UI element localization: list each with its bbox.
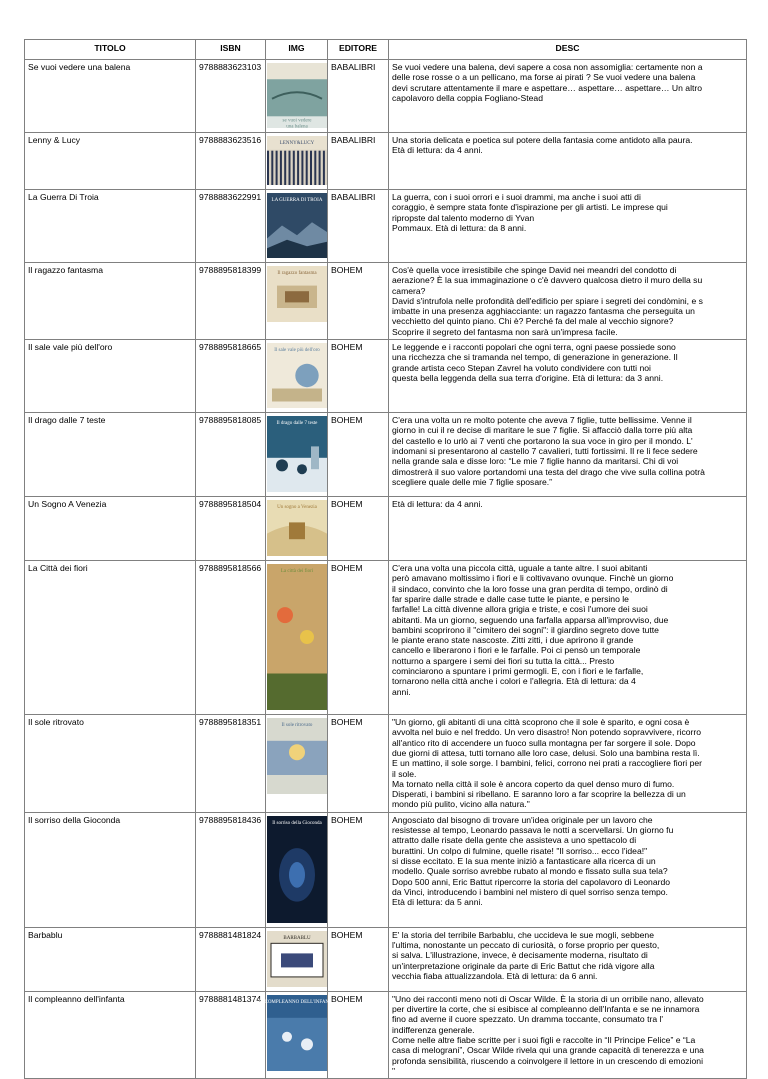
- cell-desc-text: Età di lettura: da 4 anni.: [392, 499, 483, 510]
- cell-titolo: [25, 561, 196, 715]
- book-cover-image: [269, 63, 324, 128]
- cell-titolo: [25, 812, 196, 927]
- cell-img: [266, 497, 328, 561]
- book-cover-image: [269, 266, 324, 322]
- book-cover-image: [269, 343, 324, 408]
- cell-isbn-text: 9788895818566: [199, 563, 262, 574]
- cell-editore-text: BOHEM: [331, 342, 363, 353]
- cell-titolo-text: Un Sogno A Venezia: [28, 499, 107, 510]
- cell-img: [266, 60, 328, 133]
- svg-text:Il sole ritrovato: Il sole ritrovato: [281, 723, 313, 729]
- cell-titolo: [25, 263, 196, 340]
- svg-text:se vuoi vedere: se vuoi vedere: [282, 118, 312, 124]
- cell-titolo-text: Se vuoi vedere una balena: [28, 62, 131, 72]
- cell-desc: [389, 60, 747, 133]
- cell-desc: [389, 715, 747, 813]
- cell-editore-text: BOHEM: [331, 563, 363, 574]
- cell-isbn: [196, 60, 266, 133]
- cell-isbn: [196, 413, 266, 497]
- cell-img: [266, 561, 328, 715]
- table-row: [25, 991, 747, 1078]
- cell-isbn-text: 9788895818351: [199, 717, 262, 728]
- cell-editore: [328, 133, 389, 190]
- svg-text:Il sorriso della Gioconda: Il sorriso della Gioconda: [272, 820, 322, 826]
- cell-titolo-text: Il drago dalle 7 teste: [28, 415, 106, 426]
- cell-titolo-text: Il compleanno dell'infanta: [28, 993, 125, 1004]
- cell-editore: [328, 812, 389, 927]
- table-row: [25, 133, 747, 190]
- cell-isbn: [196, 133, 266, 190]
- cell-desc-text: Una storia delicata e poetica sul potere della fantasia come antidoto alla paura. Età di lettura: da 4 anni.: [392, 135, 693, 156]
- header-row: [25, 40, 747, 60]
- book-cover-image: [269, 500, 324, 556]
- table-row: [25, 715, 747, 813]
- svg-text:LA GUERRA DI TROIA: LA GUERRA DI TROIA: [271, 198, 323, 203]
- cell-desc-text: "Un giorno, gli abitanti di una città scoprono che il sole è sparito, e ogni cosa è avvolta nel buio e nel freddo. Un vero disastro! Non potendo sopravvivere, ricorro all'antico rito di accendere un fuoco sulla montagna per far sorgere il sole. Dopo due giorni di attesa, tutti tornano alle loro case, delusi. Solo una bambina resta lì. E un mattino, il sole sorge. I bambini, felici, corrono nei prati a raccogliere fiori per il sole. Ma tornato nella città il sole è ancora coperto da quel denso muro di fumo. Disperati, i bambini si ribellano. E saranno loro a far scoprire la bellezza di un mondo più pulito, vicino alla natura.": [392, 717, 702, 810]
- cell-desc-text: Se vuoi vedere una balena, devi sapere a cosa non assomiglia: certamente non a delle rose rosse o a un pellicano, ma forse ai pirati ? Se vuoi vedere una balena devi scrutare attentamente il mare e aspettare… aspettare… aspettare… Un altro capolavoro della coppia Fogliano-Stead: [392, 62, 703, 103]
- cell-editore-text: BOHEM: [331, 814, 363, 825]
- cell-editore: [328, 190, 389, 263]
- cell-titolo: [25, 340, 196, 413]
- cell-isbn: [196, 927, 266, 991]
- cell-editore-text: BOHEM: [331, 415, 363, 426]
- cell-titolo-text: Il sole ritrovato: [28, 717, 84, 728]
- cell-desc: [389, 561, 747, 715]
- cell-desc-text: "Uno dei racconti meno noti di Oscar Wilde. È la storia di un orribile nano, allevato per divertire la corte, che si esibisce al compleanno dell'Infanta e se ne innamora fino ad averne il cuore spezzato. Un dramma toccante, consumato tra l' indifferenza generale. Come nelle altre fiabe scritte per i suoi figli e raccolte in “Il Principe Felice” e “La casa di melograni”, Oscar Wilde rivela qui una grande capacità di tenerezza e una profonda sensibilità, riuscendo a coinvolgere il lettore in un crescendo di emozioni ": [392, 993, 704, 1076]
- catalog-sheet: [24, 39, 744, 1079]
- cell-isbn-text: 9788895818665: [199, 342, 262, 353]
- cell-titolo: [25, 497, 196, 561]
- svg-text:IL COMPLEANNO DELL'INFANTA: IL COMPLEANNO DELL'INFANTA: [258, 999, 336, 1005]
- cell-isbn-text: 9788895818436: [199, 814, 262, 825]
- cell-desc: [389, 991, 747, 1078]
- cell-img: [266, 263, 328, 340]
- cell-editore: [328, 561, 389, 715]
- book-table: [24, 39, 747, 1079]
- cell-titolo: [25, 133, 196, 190]
- cell-titolo: [25, 927, 196, 991]
- cell-titolo-text: Il sale vale più dell'oro: [28, 342, 113, 353]
- book-cover-image: [269, 564, 324, 710]
- cell-desc-text: La guerra, con i suoi orrori e i suoi drammi, ma anche i suoi atti di coraggio, è sempre stata fonte d'ispirazione per gli artisti. Le imprese qui ripropste dal talento moderno di Yvan Pommaux. Età di lettura: da 8 anni.: [392, 192, 668, 233]
- cell-editore: [328, 927, 389, 991]
- cell-img: [266, 927, 328, 991]
- table-row: [25, 340, 747, 413]
- cell-desc-text: Le leggende e i racconti popolari che ogni terra, ogni paese possiede sono una ricchezza che si tramanda nel tempo, di generazione in generazione. Il grande artista ceco Stepan Zavrel ha voluto condividere con tutti noi questa bella leggenda della sua terra d'origine. Età di lettura: da 3 anni.: [392, 342, 678, 383]
- cell-titolo-text: La Guerra Di Troia: [28, 192, 99, 202]
- cell-isbn: [196, 991, 266, 1078]
- cell-desc: [389, 497, 747, 561]
- cell-isbn: [196, 190, 266, 263]
- svg-text:Il drago dalle 7 teste: Il drago dalle 7 teste: [276, 421, 318, 427]
- cell-img: [266, 812, 328, 927]
- cell-img: [266, 715, 328, 813]
- cell-img: [266, 190, 328, 263]
- cell-desc-text: C'era una volta una piccola città, uguale a tante altre. I suoi abitanti però amavano moltissimo i fiori e li coltivavano ovunque. Finchè un giorno il sindaco, convinto che la loro fosse una gran perdita di tempo, ordinò di far sparire dalle strade e dalle case tutte le piante, e persino le farfalle! La città divenne allora grigia e triste, e così l'umore dei suoi abitanti. Ma un giorno, seguendo una farfalla apparsa all'improvviso, due bambini scoprirono il "cimitero dei sogni": il giardino segreto dove tutte le piante erano state nascoste. Zitti zitti, i due aprirono il grande cancello e liberarono i fiori e le farfalle. Poi ci pensò un temporale notturno a spargere i semi dei fiori su tutta la città... Presto cominciarono a spuntare i primi germogli. E, con i fiori e le farfalle, tornarono nella città anche i colori e l'allegria. Età di lettura: da 4 anni.: [392, 563, 674, 697]
- cell-desc: [389, 263, 747, 340]
- cell-isbn: [196, 812, 266, 927]
- cell-titolo: [25, 991, 196, 1078]
- cell-editore-text: BABALIBRI: [331, 135, 376, 145]
- cell-titolo-text: La Città dei fiori: [28, 563, 88, 574]
- cell-editore-text: BOHEM: [331, 993, 363, 1004]
- cell-isbn: [196, 263, 266, 340]
- cell-img: [266, 413, 328, 497]
- table-row: [25, 561, 747, 715]
- cell-editore-text: BABALIBRI: [331, 62, 376, 72]
- table-row: [25, 190, 747, 263]
- cell-editore: [328, 991, 389, 1078]
- book-cover-image: [258, 995, 336, 1071]
- cell-isbn-text: 9788883623516: [199, 135, 262, 145]
- cell-isbn: [196, 561, 266, 715]
- book-cover-image: [269, 816, 324, 923]
- cell-editore: [328, 263, 389, 340]
- svg-text:una balena: una balena: [286, 124, 308, 130]
- svg-text:La città dei fiori: La città dei fiori: [280, 569, 314, 575]
- cell-img: [266, 340, 328, 413]
- svg-text:Un sogno a Venezia: Un sogno a Venezia: [277, 505, 317, 511]
- book-cover-image: [269, 136, 324, 185]
- cell-editore: [328, 60, 389, 133]
- cell-editore: [328, 340, 389, 413]
- svg-text:LENNY&LUCY: LENNY&LUCY: [279, 141, 315, 146]
- cell-isbn: [196, 497, 266, 561]
- cell-titolo: [25, 413, 196, 497]
- cell-desc-text: C'era una volta un re molto potente che aveva 7 figlie, tutte bellissime. Venne il giorno in cui il re decise di maritare le sue 7 figlie. Si affacciò dalla torre più alta del castello e lo urlò ai 7 venti che portarono la sua voce in giro per il mondo. L' indomani si presentarono al castello 7 cavalieri, tutti fortissimi. Il re li fece sedere nella grande sala e disse loro: “Le mie 7 figlie hanno da maritarsi. Chi di voi dimostrerà il suo valore portandomi una testa del drago che vive sulla collina potrà scegliere quale delle mie 7 figlie sposare.”: [392, 415, 705, 487]
- cell-desc: [389, 133, 747, 190]
- cell-isbn-text: 9788883623103: [199, 62, 262, 72]
- cell-isbn-text: 9788881481374: [199, 993, 262, 1004]
- cell-isbn: [196, 715, 266, 813]
- cell-titolo-text: Il ragazzo fantasma: [28, 265, 103, 275]
- cell-img: [258, 991, 336, 1078]
- cell-desc: [389, 340, 747, 413]
- cell-isbn-text: 9788895818504: [199, 499, 262, 510]
- cell-titolo: [25, 715, 196, 813]
- cell-desc: [389, 812, 747, 927]
- book-cover-image: [269, 718, 324, 794]
- svg-text:BARBABLU: BARBABLU: [283, 935, 311, 941]
- book-cover-image: [269, 931, 324, 987]
- book-cover-image: [269, 416, 324, 492]
- cell-titolo-text: Lenny & Lucy: [28, 135, 81, 145]
- header-titolo: TITOLO: [25, 40, 196, 60]
- cell-desc: [389, 927, 747, 991]
- table-row: [25, 60, 747, 133]
- cell-editore: [328, 497, 389, 561]
- table-row: [25, 927, 747, 991]
- cell-editore-text: BOHEM: [331, 929, 363, 940]
- table-row: [25, 413, 747, 497]
- cell-img: [266, 133, 328, 190]
- table-row: [25, 263, 747, 340]
- cell-titolo: [25, 60, 196, 133]
- cell-desc-text: Cos'è quella voce irresistibile che spinge David nei meandri del condotto di aerazione? È la sua immaginazione o c'è davvero qualcosa dietro il muro della su camera? David s'intrufola nelle profondità dell'edificio per spiare i segreti dei condòmini, e s imbatte in una presenza agghiacciante: un ragazzo fantasma che perseguita un vecchietto del quinto piano. Chi è? Perché fa del male al vecchio signore? Scoprire il segreto del fantasma non sarà un'impresa facile.: [392, 265, 703, 337]
- cell-isbn-text: 9788895818399: [199, 265, 262, 275]
- cell-isbn-text: 9788895818085: [199, 415, 262, 426]
- cell-desc: [389, 413, 747, 497]
- svg-text:Il sale vale più dell'oro: Il sale vale più dell'oro: [274, 348, 320, 354]
- header-img: IMG: [266, 40, 328, 60]
- cell-desc: [389, 190, 747, 263]
- cell-editore-text: BABALIBRI: [331, 192, 376, 202]
- svg-text:Il ragazzo fantasma: Il ragazzo fantasma: [277, 271, 317, 276]
- cell-isbn-text: 9788881481824: [199, 929, 262, 940]
- cell-isbn: [196, 340, 266, 413]
- table-row: [25, 497, 747, 561]
- cell-editore: [328, 413, 389, 497]
- cell-titolo-text: Il sorriso della Gioconda: [28, 814, 121, 825]
- header-editore: EDITORE: [328, 40, 389, 60]
- cell-titolo-text: Barbablu: [28, 929, 63, 940]
- table-row: [25, 812, 747, 927]
- cell-titolo: [25, 190, 196, 263]
- book-cover-image: [269, 193, 324, 258]
- cell-desc-text: E' la storia del terribile Barbablu, che uccideva le sue mogli, sebbene l'ultima, nonostante un peccato di curiosità, o forse proprio per questo, si salva. L'illustrazione, invece, è decisamente moderna, risultato di un'interpretazione originale da parte di Eric Battut che ridà vigore alla vecchia fiaba attualizzandola. Età di lettura: da 6 anni.: [392, 929, 660, 981]
- cell-isbn-text: 9788883622991: [199, 192, 262, 202]
- header-isbn: ISBN: [196, 40, 266, 60]
- cell-editore-text: BOHEM: [331, 499, 363, 510]
- header-desc: DESC: [389, 40, 747, 60]
- cell-editore-text: BOHEM: [331, 265, 363, 275]
- cell-editore: [328, 715, 389, 813]
- cell-editore-text: BOHEM: [331, 717, 363, 728]
- cell-desc-text: Angosciato dal bisogno di trovare un'idea originale per un lavoro che resistesse al tempo, Leonardo passava le notti a scervellarsi. Un giorno fu attratto dalle risate della gente che assisteva a uno spettacolo di burattini. Un colpo di fulmine, quelle risate! "Il sorriso... ecco l'idea!" si disse eccitato. E la sua mente iniziò a fantasticare alla ricerca di un modello. Quale sorriso avrebbe rubato al mondo e fissato sulla sua tela? Dopo 500 anni, Eric Battut ripercorre la storia del capolavoro di Leonardo da Vinci, introducendo i bambini nel mistero di quel sorriso senza tempo. Età di lettura: da 5 anni.: [392, 814, 674, 908]
